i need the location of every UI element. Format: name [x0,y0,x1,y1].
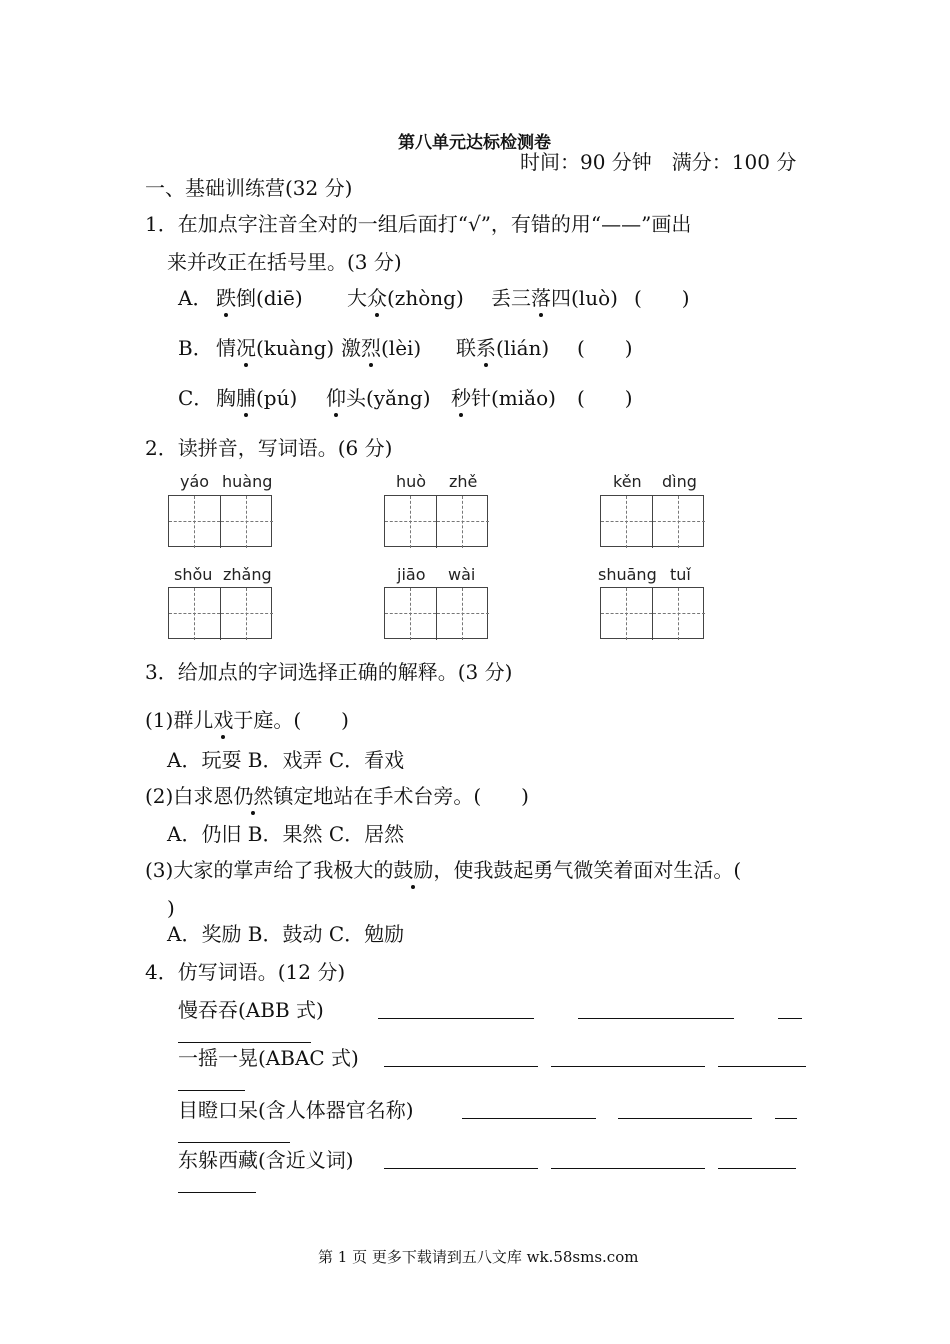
answer-blank[interactable] [384,1168,538,1169]
option-word: 仰头(yǎng) [326,386,431,410]
pinyin: huàng [222,472,273,491]
answer-blank[interactable] [551,1066,705,1067]
time-score-info: 时间：90 分钟 满分：100 分 [520,150,797,174]
dotted-char: 系 [476,336,496,360]
page-title: 第八单元达标检测卷 [398,133,551,153]
q1-stem-line1: 1．在加点字注音全对的一组后面打“√”，有错的用“——”画出 [145,212,692,236]
pinyin: wài [448,565,476,584]
tianzige-box[interactable] [168,495,272,547]
tianzige-box[interactable] [384,495,488,547]
option-word: 秒针(miǎo) [451,386,556,410]
answer-blank[interactable] [178,1142,290,1143]
option-word: 激烈(lèi) [341,336,422,360]
q4-item-4: 东躲西藏(含近义词) [178,1148,354,1172]
answer-paren[interactable]: ( ) [577,386,633,410]
q3-options-2: A．仍旧 B．果然 C．居然 [167,822,405,846]
tianzige-box[interactable] [600,587,704,639]
option-label: B． [178,336,213,360]
q4-item-1: 慢吞吞(ABB 式) [178,998,324,1022]
answer-blank[interactable] [778,1018,802,1019]
option-label: A． [178,286,213,310]
pinyin: shǒu [174,565,213,584]
answer-blank[interactable] [178,1192,256,1193]
pinyin: huò [396,472,427,491]
option-word: 联系(lián) [456,336,550,360]
option-word: 大众(zhòng) [347,286,464,310]
answer-paren[interactable]: ( ) [634,286,690,310]
answer-paren[interactable]: ( ) [577,336,633,360]
q4-item-2: 一摇一晃(ABAC 式) [178,1046,359,1070]
page-footer: 第 1 页 更多下载请到五八文库 wk.58sms.com [318,1248,639,1266]
answer-blank[interactable] [775,1118,797,1119]
pinyin: dìng [662,472,697,491]
answer-blank[interactable] [578,1018,734,1019]
pinyin: zhě [449,472,478,491]
dotted-char: 落 [531,286,551,310]
q3-sentence-3: (3)大家的掌声给了我极大的鼓励，使我鼓起勇气微笑着面对生活。( [145,858,742,882]
q3-options-3: A．奖励 B．鼓动 C．勉励 [167,922,405,946]
answer-blank[interactable] [718,1168,796,1169]
pinyin: shuāng [598,565,657,584]
answer-blank[interactable] [718,1066,806,1067]
answer-blank[interactable] [178,1042,311,1043]
tianzige-box[interactable] [600,495,704,547]
q4-stem: 4．仿写词语。(12 分) [145,960,346,984]
option-word: 胸脯(pú) [216,386,298,410]
dotted-char: 众 [367,286,387,310]
dotted-char: 仰 [326,386,346,410]
dotted-char: 秒 [451,386,471,410]
answer-blank[interactable] [378,1018,534,1019]
pinyin: kěn [613,472,642,491]
q3-sentence-1: (1)群儿戏于庭。( ) [145,708,349,732]
dotted-char: 戏 [213,708,234,732]
tianzige-box[interactable] [168,587,272,639]
q2-stem: 2．读拼音，写词语。(6 分) [145,436,393,460]
answer-blank[interactable] [618,1118,752,1119]
answer-blank[interactable] [462,1118,596,1119]
q1-stem-line2: 来并改正在括号里。(3 分) [167,250,402,274]
pinyin: tuǐ [670,565,691,584]
dotted-char: 鼓励 [393,858,434,882]
dotted-char: 跌 [216,286,236,310]
option-word: 情况(kuàng) [216,336,335,360]
dotted-char: 仍然 [233,784,274,808]
pinyin: yáo [180,472,210,491]
dotted-char: 况 [236,336,256,360]
tianzige-box[interactable] [384,587,488,639]
option-word: 跌倒(diē) [216,286,303,310]
section-heading: 一、基础训练营(32 分) [145,176,353,200]
dotted-char: 烈 [361,336,381,360]
q3-sentence-3-cont: ) [167,896,175,920]
q3-stem: 3．给加点的字词选择正确的解释。(3 分) [145,660,513,684]
answer-blank[interactable] [178,1090,245,1091]
q4-item-3: 目瞪口呆(含人体器官名称) [178,1098,414,1122]
dotted-char: 脯 [236,386,256,410]
answer-blank[interactable] [551,1168,705,1169]
pinyin: jiāo [397,565,426,584]
answer-blank[interactable] [384,1066,538,1067]
option-label: C． [178,386,214,410]
q3-sentence-2: (2)白求恩仍然镇定地站在手术台旁。( ) [145,784,529,808]
q3-options-1: A．玩耍 B．戏弄 C．看戏 [167,748,405,772]
pinyin: zhǎng [223,565,272,584]
option-word: 丢三落四(luò) [491,286,618,310]
